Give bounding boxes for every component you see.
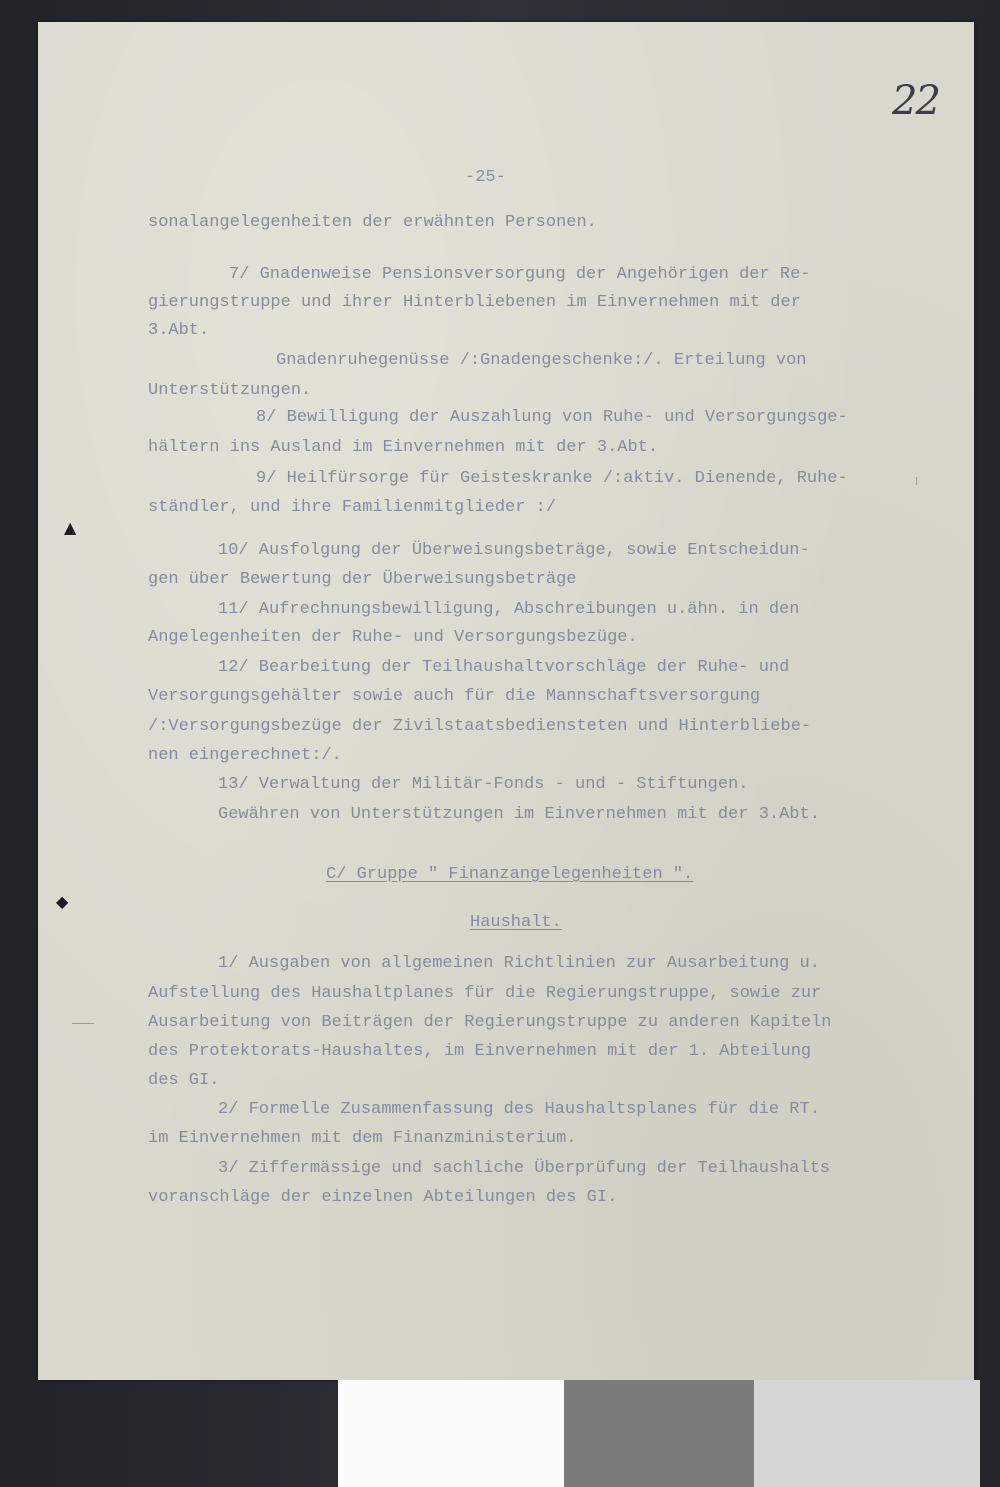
- text-line: Angelegenheiten der Ruhe- und Versorgungsbezüge.: [148, 628, 638, 647]
- section-heading: C/ Gruppe " Finanzangelegenheiten ".: [326, 865, 694, 884]
- text-line: ständler, und ihre Familienmitglieder :/: [148, 498, 557, 517]
- text-line: 10/ Ausfolgung der Überweisungsbeträge, sowie Entscheidun-: [218, 541, 810, 560]
- text-line: im Einvernehmen mit dem Finanzministerium.: [148, 1129, 577, 1148]
- color-calibration-card: [338, 1380, 980, 1487]
- text-line: nen eingerechnet:/.: [148, 746, 342, 765]
- text-line: 2/ Formelle Zusammenfassung des Haushaltsplanes für die RT.: [218, 1100, 820, 1119]
- calibration-swatch-gray: [564, 1380, 754, 1487]
- calibration-swatch-light: [754, 1380, 980, 1487]
- text-line: sonalangelegenheiten der erwähnten Personen.: [148, 213, 597, 232]
- margin-tick-mark: [916, 477, 917, 485]
- text-line: des GI.: [148, 1071, 220, 1090]
- text-line: gen über Bewertung der Überweisungsbeträge: [148, 570, 577, 589]
- text-line: 11/ Aufrechnungsbewilligung, Abschreibungen u.ähn. in den: [218, 600, 800, 619]
- text-line: voranschläge der einzelnen Abteilungen des GI.: [148, 1188, 618, 1207]
- text-line: 12/ Bearbeitung der Teilhaushaltvorschläge der Ruhe- und: [218, 658, 790, 677]
- text-line: 3/ Ziffermässige und sachliche Überprüfung der Teilhaushalts: [218, 1159, 831, 1178]
- text-line: des Protektorats-Haushaltes, im Einvernehmen mit der 1. Abteilung: [148, 1042, 812, 1061]
- calibration-swatch-white: [338, 1380, 564, 1487]
- text-line: 7/ Gnadenweise Pensionsversorgung der Angehörigen der Re-: [229, 265, 811, 284]
- text-line: Versorgungsgehälter sowie auch für die Mannschaftsversorgung: [148, 687, 761, 706]
- folio-number: 22: [892, 78, 939, 124]
- subsection-heading: Haushalt.: [470, 913, 562, 932]
- text-line: hältern ins Ausland im Einvernehmen mit der 3.Abt.: [148, 438, 659, 457]
- text-line: /:Versorgungsbezüge der Zivilstaatsbediensteten und Hinterbliebe-: [148, 717, 812, 736]
- text-line: Aufstellung des Haushaltplanes für die Regierungstruppe, sowie zur: [148, 984, 822, 1003]
- text-line: Unterstützungen.: [148, 381, 312, 400]
- text-line: 3.Abt.: [148, 321, 210, 340]
- punch-mark-icon: ◆: [56, 892, 69, 911]
- margin-tick-mark: [72, 1023, 94, 1024]
- text-line: 1/ Ausgaben von allgemeinen Richtlinien zur Ausarbeitung u.: [218, 954, 820, 973]
- text-line: 13/ Verwaltung der Militär-Fonds - und - Stiftungen.: [218, 775, 749, 794]
- text-line: Ausarbeitung von Beiträgen der Regierungstruppe zu anderen Kapiteln: [148, 1013, 832, 1032]
- page-number: -25-: [465, 168, 506, 187]
- text-line: 9/ Heilfürsorge für Geisteskranke /:aktiv. Dienende, Ruhe-: [256, 469, 848, 488]
- text-line: gierungstruppe und ihrer Hinterbliebenen im Einvernehmen mit der: [148, 293, 801, 312]
- punch-mark-icon: ▲: [64, 518, 77, 537]
- text-line: 8/ Bewilligung der Auszahlung von Ruhe- und Versorgungsge-: [256, 408, 848, 427]
- text-line: Gewähren von Unterstützungen im Einvernehmen mit der 3.Abt.: [218, 805, 820, 824]
- text-line: Gnadenruhegenüsse /:Gnadengeschenke:/. Erteilung von: [276, 351, 807, 370]
